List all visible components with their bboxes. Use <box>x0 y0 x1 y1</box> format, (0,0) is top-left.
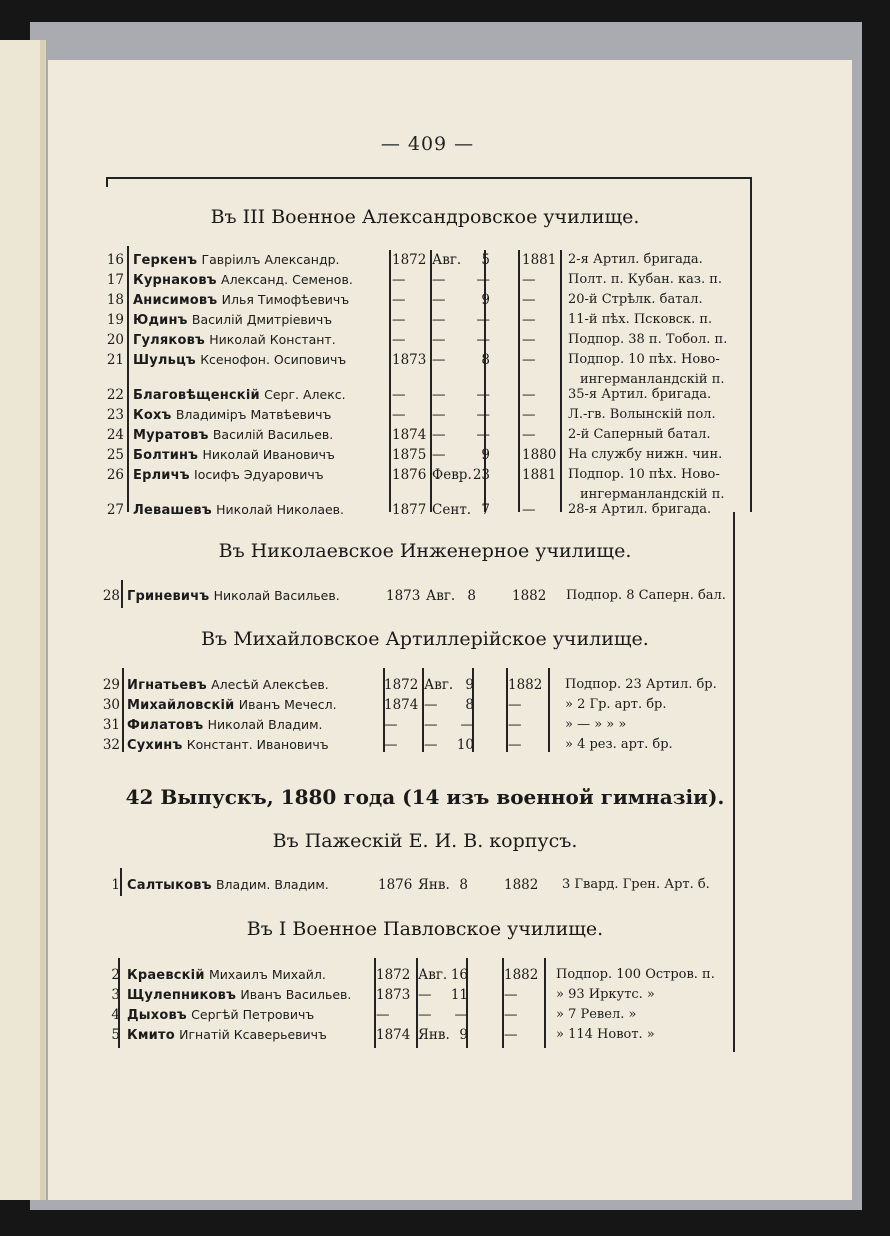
table-row <box>0 405 890 425</box>
entry-month: — <box>424 717 438 733</box>
entry-year: — <box>376 1007 390 1023</box>
entry-day: — <box>454 1007 468 1023</box>
row-number: 17 <box>106 272 124 288</box>
section-heading-pazheskiy: Въ Пажескiй Е. И. В. корпусъ. <box>272 830 578 852</box>
entry-day: 11 <box>450 987 468 1003</box>
table-left-rule <box>106 177 108 187</box>
table-row <box>0 586 890 606</box>
entry-year: — <box>392 387 406 403</box>
entry-year: — <box>392 407 406 423</box>
row-number: 19 <box>106 312 124 328</box>
table-row <box>0 1005 890 1025</box>
entry-month: — <box>432 427 446 443</box>
student-name <box>127 735 329 756</box>
assignment: Подпор. 23 Артил. бр. <box>565 677 717 692</box>
student-name <box>127 675 329 696</box>
row-number: 3 <box>111 987 120 1003</box>
given-names: Ксенофон. Осиповичъ <box>200 352 347 367</box>
row-number: 2 <box>111 967 120 983</box>
assignment: » 4 рез. арт. бр. <box>565 737 673 752</box>
given-names: Владимiръ Матвѣевичъ <box>175 407 332 422</box>
entry-month: Авг. <box>424 677 454 693</box>
surname: Кмито <box>127 1028 175 1043</box>
row-number: 5 <box>111 1027 120 1043</box>
surname: Ерличъ <box>133 468 190 483</box>
graduation-year: 1882 <box>512 588 547 604</box>
table-row <box>0 965 890 985</box>
given-names: Николай Владим. <box>207 717 323 732</box>
assignment: Подпор. 100 Остров. п. <box>556 967 715 982</box>
table-row <box>0 350 890 387</box>
assignment: Полт. п. Кубан. каз. п. <box>568 272 723 287</box>
given-names: Констант. Ивановичъ <box>186 737 329 752</box>
graduation-year: 1881 <box>522 252 557 268</box>
given-names: Илья Тимофѣевичъ <box>221 292 350 307</box>
table-row <box>0 675 890 695</box>
given-names: Иванъ Мечесл. <box>238 697 337 712</box>
student-name <box>127 875 329 896</box>
table-row <box>0 465 890 502</box>
assignment: » 7 Ревел. » <box>556 1007 637 1022</box>
assignment: 2-я Артил. бригада. <box>568 252 703 267</box>
graduation-year: — <box>504 987 518 1003</box>
surname: Игнатьевъ <box>127 678 207 693</box>
surname: Болтинъ <box>133 448 199 463</box>
graduation-year: 1881 <box>522 467 557 483</box>
assignment: 3 Гвард. Грен. Арт. б. <box>562 877 710 892</box>
student-name <box>133 465 324 486</box>
entry-month: Янв. <box>418 877 450 893</box>
assignment: » 114 Новот. » <box>556 1027 655 1042</box>
section-heading-nikolaevskoe: Въ Николаевское Инженерное училище. <box>218 540 632 562</box>
graduation-year: — <box>522 502 536 518</box>
graduation-year: — <box>522 312 536 328</box>
assignment: 11-й пѣх. Псковск. п. <box>568 312 713 327</box>
assignment: 2-й Саперный батал. <box>568 427 711 442</box>
assignment: » 2 Гр. арт. бр. <box>565 697 667 712</box>
student-name <box>133 290 349 311</box>
entry-year: — <box>392 312 406 328</box>
entry-day: — <box>476 312 490 328</box>
student-name <box>133 310 332 331</box>
row-number: 16 <box>106 252 124 268</box>
graduation-year: — <box>522 332 536 348</box>
given-names: Николай Констант. <box>209 332 336 347</box>
given-names: Алесѣй Алексѣев. <box>211 677 329 692</box>
row-number: 30 <box>102 697 120 713</box>
surname: Щулепниковъ <box>127 988 237 1003</box>
row-number: 20 <box>106 332 124 348</box>
given-names: Иванъ Васильев. <box>240 987 352 1002</box>
entry-day: 10 <box>456 737 474 753</box>
entry-day: 5 <box>481 252 490 268</box>
given-names: Василiй Васильев. <box>212 427 334 442</box>
graduation-year: — <box>508 737 522 753</box>
entry-year: 1872 <box>392 252 427 268</box>
table-row <box>0 270 890 290</box>
row-number: 29 <box>102 677 120 693</box>
student-name <box>133 500 344 521</box>
row-number: 25 <box>106 447 124 463</box>
assignment-continued: ингерманландскiй п. <box>580 487 725 502</box>
student-name <box>127 965 326 986</box>
entry-day: 8 <box>465 697 474 713</box>
entry-month: — <box>424 737 438 753</box>
surname: Юдинъ <box>133 313 188 328</box>
row-number: 28 <box>102 588 120 604</box>
section-heading-issue-42: 42 Выпускъ, 1880 года (14 изъ военной гимназiи). <box>125 785 725 809</box>
surname: Гуляковъ <box>133 333 205 348</box>
surname: Краевскiй <box>127 968 205 983</box>
graduation-year: 1882 <box>504 967 539 983</box>
student-name <box>133 350 346 371</box>
table-row <box>0 385 890 405</box>
entry-year: 1874 <box>384 697 419 713</box>
entry-year: 1874 <box>392 427 427 443</box>
entry-year: — <box>392 272 406 288</box>
entry-day: — <box>476 387 490 403</box>
graduation-year: 1880 <box>522 447 557 463</box>
section-heading-mikhailovskoe: Въ Михайловское Артиллерiйское училище. <box>201 628 649 650</box>
entry-month: Янв. <box>418 1027 450 1043</box>
table-row <box>0 1025 890 1045</box>
table-row <box>0 425 890 445</box>
surname: Салтыковъ <box>127 878 212 893</box>
row-number: 1 <box>111 877 120 893</box>
graduation-year: 1882 <box>504 877 539 893</box>
given-names: Игнатiй Ксаверьевичъ <box>179 1027 327 1042</box>
assignment: Подпор. 8 Саперн. бал. <box>566 588 726 603</box>
entry-day: 23 <box>472 467 490 483</box>
entry-day: — <box>460 717 474 733</box>
given-names: Серг. Алекс. <box>264 387 346 402</box>
surname: Гриневичъ <box>127 589 210 604</box>
given-names: Василiй Дмитрiевичъ <box>191 312 333 327</box>
assignment: Подпор. 10 пѣх. Ново- <box>568 352 720 367</box>
entry-day: 9 <box>481 447 490 463</box>
table-row <box>0 715 890 735</box>
entry-month: Авг. <box>426 588 456 604</box>
entry-day: 8 <box>481 352 490 368</box>
assignment: » — » » » <box>565 717 627 732</box>
row-number: 23 <box>106 407 124 423</box>
graduation-year: — <box>522 387 536 403</box>
entry-year: 1876 <box>378 877 413 893</box>
entry-day: — <box>476 332 490 348</box>
surname: Кохъ <box>133 408 172 423</box>
row-number: 27 <box>106 502 124 518</box>
section-heading-alexandrovskoe: Въ III Военное Александровское училище. <box>210 206 640 228</box>
graduation-year: 1882 <box>508 677 543 693</box>
page-number: — 409 — <box>380 133 475 155</box>
surname: Шульцъ <box>133 353 196 368</box>
entry-day: 9 <box>459 1027 468 1043</box>
given-names: Михаилъ Михайл. <box>208 967 326 982</box>
entry-day: 9 <box>465 677 474 693</box>
surname: Дыховъ <box>127 1008 187 1023</box>
surname: Курнаковъ <box>133 273 217 288</box>
entry-month: — <box>432 447 446 463</box>
given-names: Iосифъ Эдуаровичъ <box>194 467 324 482</box>
graduation-year: — <box>504 1027 518 1043</box>
entry-month: — <box>432 387 446 403</box>
entry-day: 8 <box>467 588 476 604</box>
entry-year: — <box>384 717 398 733</box>
student-name <box>133 270 353 291</box>
assignment: Подпор. 38 п. Тобол. п. <box>568 332 728 347</box>
entry-year: 1877 <box>392 502 427 518</box>
graduation-year: — <box>522 292 536 308</box>
student-name <box>127 1025 327 1046</box>
table-row <box>0 500 890 520</box>
entry-month: — <box>418 1007 432 1023</box>
surname: Левашевъ <box>133 503 212 518</box>
entry-month: Авг. <box>418 967 448 983</box>
given-names: Александ. Семенов. <box>221 272 353 287</box>
student-name <box>127 715 323 736</box>
surname: Михайловскiй <box>127 698 235 713</box>
student-name <box>133 330 336 351</box>
graduation-year: — <box>522 352 536 368</box>
entry-month: Авг. <box>432 252 462 268</box>
assignment-continued: ингерманландскiй п. <box>580 372 725 387</box>
section-heading-pavlovskoe: Въ I Военное Павловское училище. <box>246 918 604 940</box>
entry-day: 9 <box>481 292 490 308</box>
table-row <box>0 290 890 310</box>
entry-year: — <box>384 737 398 753</box>
student-name <box>133 250 340 271</box>
student-name <box>127 985 351 1006</box>
entry-year: — <box>392 332 406 348</box>
student-name <box>127 586 340 607</box>
entry-day: — <box>476 427 490 443</box>
entry-year: 1873 <box>392 352 427 368</box>
assignment: » 93 Иркутс. » <box>556 987 655 1002</box>
given-names: Николай Ивановичъ <box>202 447 335 462</box>
assignment: 20-й Стрѣлк. батал. <box>568 292 703 307</box>
entry-month: — <box>418 987 432 1003</box>
entry-month: — <box>432 407 446 423</box>
given-names: Сергѣй Петровичъ <box>191 1007 315 1022</box>
surname: Филатовъ <box>127 718 204 733</box>
row-number: 24 <box>106 427 124 443</box>
given-names: Владим. Владим. <box>215 877 329 892</box>
table-row <box>0 985 890 1005</box>
entry-month: — <box>432 312 446 328</box>
graduation-year: — <box>522 427 536 443</box>
table-row <box>0 250 890 270</box>
graduation-year: — <box>522 272 536 288</box>
entry-month: — <box>424 697 438 713</box>
entry-day: — <box>476 407 490 423</box>
entry-year: 1873 <box>386 588 421 604</box>
graduation-year: — <box>504 1007 518 1023</box>
table-row <box>0 695 890 715</box>
table-row <box>0 310 890 330</box>
row-number: 26 <box>106 467 124 483</box>
row-number: 21 <box>106 352 124 368</box>
given-names: Николай Николаев. <box>216 502 345 517</box>
given-names: Николай Васильев. <box>213 588 340 603</box>
given-names: Гаврiилъ Александр. <box>201 252 340 267</box>
entry-day: 8 <box>459 877 468 893</box>
entry-day: 7 <box>481 502 490 518</box>
table-row <box>0 330 890 350</box>
assignment: На службу нижн. чин. <box>568 447 723 462</box>
entry-month: — <box>432 352 446 368</box>
row-number: 31 <box>102 717 120 733</box>
row-number: 18 <box>106 292 124 308</box>
surname: Муратовъ <box>133 428 209 443</box>
entry-year: 1873 <box>376 987 411 1003</box>
surname: Благовѣщенскiй <box>133 388 260 403</box>
entry-month: Сент. <box>432 502 472 518</box>
table-top-rule <box>106 177 752 179</box>
assignment: 28-я Артил. бригада. <box>568 502 712 517</box>
student-name <box>133 405 331 426</box>
entry-year: 1876 <box>392 467 427 483</box>
assignment: Л.-гв. Волынскiй пол. <box>568 407 716 422</box>
student-name <box>127 695 337 716</box>
row-number: 32 <box>102 737 120 753</box>
entry-month: — <box>432 292 446 308</box>
row-number: 22 <box>106 387 124 403</box>
assignment: Подпор. 10 пѣх. Ново- <box>568 467 720 482</box>
graduation-year: — <box>508 717 522 733</box>
table-row <box>0 875 890 895</box>
entry-month: — <box>432 272 446 288</box>
table-row <box>0 735 890 755</box>
surname: Сухинъ <box>127 738 183 753</box>
student-name <box>133 425 333 446</box>
entry-year: — <box>392 292 406 308</box>
row-number: 4 <box>111 1007 120 1023</box>
entry-year: 1874 <box>376 1027 411 1043</box>
entry-month: — <box>432 332 446 348</box>
assignment: 35-я Артил. бригада. <box>568 387 712 402</box>
graduation-year: — <box>508 697 522 713</box>
entry-year: 1872 <box>384 677 419 693</box>
entry-year: 1875 <box>392 447 427 463</box>
student-name <box>133 445 335 466</box>
student-name <box>127 1005 314 1026</box>
entry-year: 1872 <box>376 967 411 983</box>
table-row <box>0 445 890 465</box>
student-name <box>133 385 346 406</box>
entry-day: 16 <box>450 967 468 983</box>
surname: Анисимовъ <box>133 293 218 308</box>
entry-day: — <box>476 272 490 288</box>
entry-month: Февр. <box>432 467 472 483</box>
surname: Геркенъ <box>133 253 198 268</box>
graduation-year: — <box>522 407 536 423</box>
